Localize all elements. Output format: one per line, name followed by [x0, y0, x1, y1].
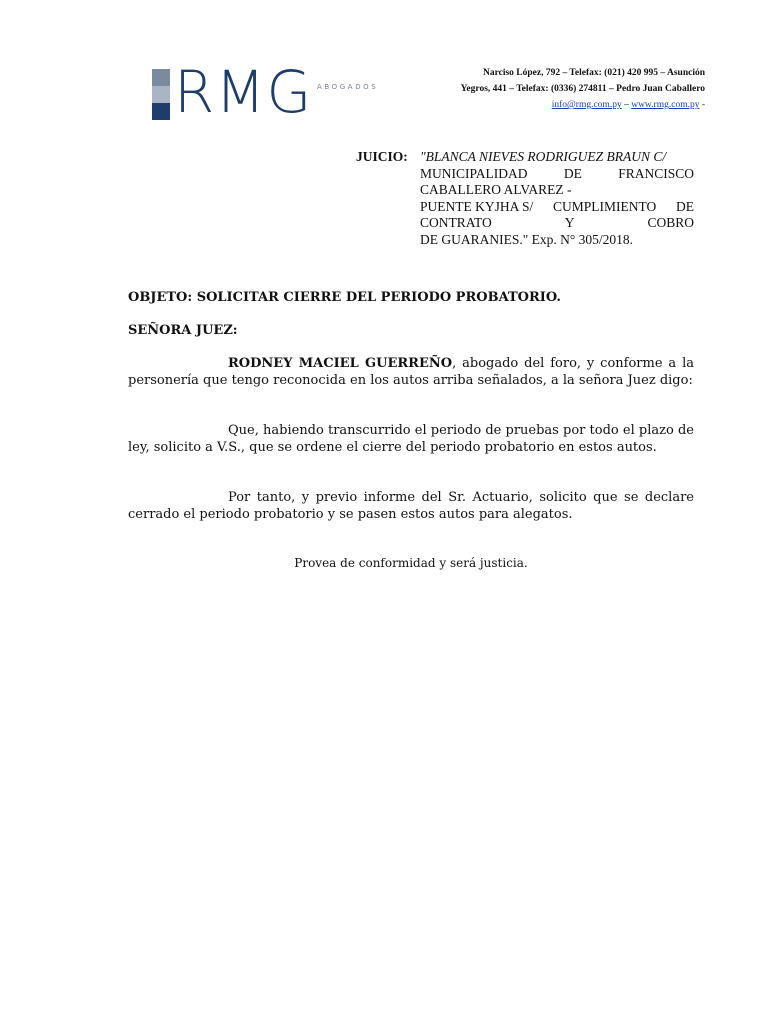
juicio-word: COBRO	[647, 215, 694, 230]
juicio-line-text: DE GUARANIES." Exp. N° 305/2018.	[420, 231, 634, 247]
juicio-line	[420, 149, 694, 166]
link-separator: –	[621, 100, 632, 110]
header-contact	[461, 65, 705, 113]
juicio-word: CUMPLIMIENTO	[553, 198, 657, 214]
objeto-heading: OBJETO: SOLICITAR CIERRE DEL PERIODO PROBATORIO.	[128, 290, 561, 305]
address-asuncion: Narciso López, 792 – Telefax: (021) 420 995 – Asunción	[482, 68, 705, 78]
paragraph-1	[128, 356, 694, 389]
logo-mark-icon	[152, 69, 170, 120]
closing-line: Provea de conformidad y será justicia.	[294, 556, 528, 570]
juicio-line	[420, 199, 694, 216]
juicio-word: CONTRATO	[420, 215, 492, 230]
logo-subtitle: ABOGADOS	[317, 83, 379, 91]
juicio-line	[420, 166, 694, 183]
juicio-line-text: CABALLERO ALVAREZ -	[420, 182, 572, 197]
juicio-line	[420, 182, 694, 199]
juicio-word: DE	[563, 165, 582, 181]
email-link[interactable]: info@rmg.com.py	[551, 100, 622, 110]
salutation: SEÑORA JUEZ:	[128, 323, 238, 338]
juicio-caption	[420, 149, 694, 248]
juicio-word: DE	[676, 198, 694, 214]
web-links	[461, 97, 705, 113]
juicio-line-text: "BLANCA NIEVES RODRIGUEZ BRAUN C/	[420, 149, 667, 164]
paragraph-1-text: , abogado del foro, y conforme a la personería que tengo reconocida en los autos arriba señalados, a la señora Juez digo:	[128, 356, 694, 388]
paragraph-3: Por tanto, y previo informe del Sr. Actuario, solicito que se declare cerrado el periodo probatorio y se pasen estos autos para alegatos.	[128, 490, 694, 522]
juicio-line	[420, 215, 694, 232]
address-pjc: Yegros, 441 – Telefax: (0336) 274811 – Pedro Juan Caballero	[460, 84, 705, 94]
juicio-word: Y	[564, 215, 575, 230]
attorney-name: RODNEY MACIEL GUERREÑO	[228, 356, 453, 371]
link-trailing: -	[699, 100, 705, 110]
paragraph-2: Que, habiendo transcurrido el periodo de pruebas por todo el plazo de ley, solicito a V.S., que se ordene el cierre del periodo probatorio en estos autos.	[128, 423, 694, 455]
juicio-word: PUENTE KYJHA S/	[420, 198, 534, 214]
juicio-label: JUICIO:	[356, 149, 408, 164]
juicio-line	[420, 232, 694, 249]
firm-logo	[152, 58, 392, 126]
logo-text: RMG	[174, 58, 313, 126]
juicio-word: MUNICIPALIDAD	[420, 165, 528, 181]
website-link[interactable]: www.rmg.com.py	[631, 100, 700, 110]
juicio-word: FRANCISCO	[618, 165, 694, 181]
